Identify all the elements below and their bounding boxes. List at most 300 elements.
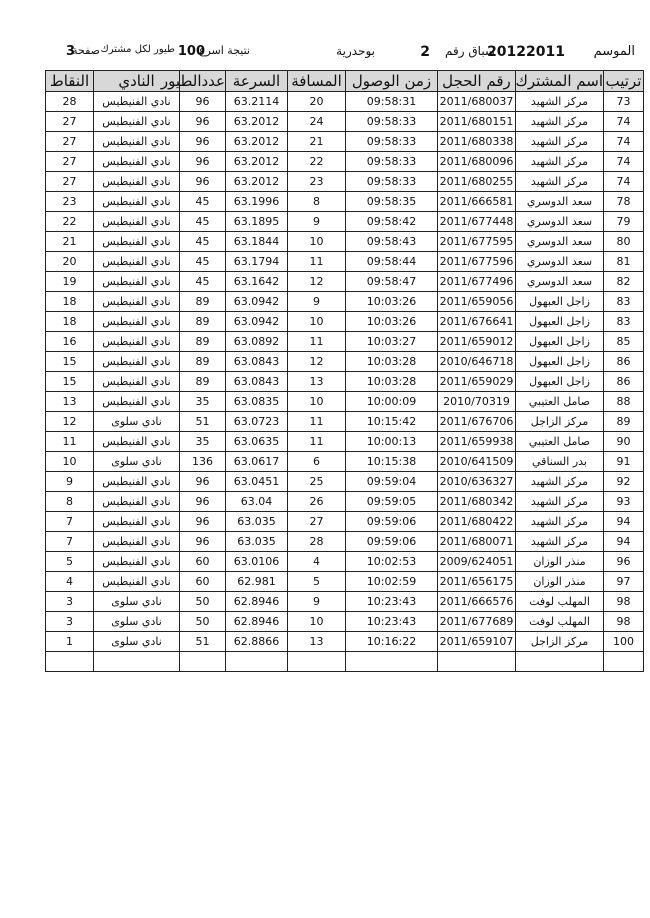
cell-birds: 51: [180, 632, 226, 652]
cell-participant: منذر الوزان: [516, 552, 604, 572]
cell-distance: 26: [288, 492, 346, 512]
cell-rank: 81: [604, 252, 644, 272]
cell-speed: 63.1996: [226, 192, 288, 212]
cell-points: 10: [46, 452, 94, 472]
cell-participant-empty: [516, 652, 604, 672]
season-label: الموسم: [593, 44, 635, 59]
cell-points: 28: [46, 92, 94, 112]
cell-rank-empty: [604, 652, 644, 672]
cell-club: نادي الفنيطيس: [94, 192, 180, 212]
cell-club: نادي الفنيطيس: [94, 392, 180, 412]
cell-ring: 2011/659029: [438, 372, 516, 392]
cell-points: 15: [46, 372, 94, 392]
cell-participant: زاجل العبهول: [516, 352, 604, 372]
cell-points: 3: [46, 592, 94, 612]
cell-rank: 97: [604, 572, 644, 592]
cell-speed: 63.2012: [226, 152, 288, 172]
cell-speed: 63.1642: [226, 272, 288, 292]
cell-birds: 96: [180, 112, 226, 132]
cell-points: 7: [46, 512, 94, 532]
cell-points: 3: [46, 612, 94, 632]
cell-speed: 62.8866: [226, 632, 288, 652]
cell-rank: 100: [604, 632, 644, 652]
cell-club: نادي الفنيطيس: [94, 252, 180, 272]
cell-ring: 2011/677595: [438, 232, 516, 252]
cell-participant: صامل العتيبي: [516, 392, 604, 412]
cell-ring: 2011/680096: [438, 152, 516, 172]
cell-points: 27: [46, 132, 94, 152]
table-row: [46, 372, 644, 392]
birds-count: 100: [177, 44, 205, 59]
cell-points: 19: [46, 272, 94, 292]
cell-birds: 96: [180, 492, 226, 512]
cell-ring: 2011/680422: [438, 512, 516, 532]
cell-ring: 2011/659938: [438, 432, 516, 452]
cell-ring-empty: [438, 652, 516, 672]
cell-participant: صامل العتيبي: [516, 432, 604, 452]
cell-arrival-time: 09:58:33: [346, 112, 438, 132]
cell-birds: 89: [180, 372, 226, 392]
cell-distance: 20: [288, 92, 346, 112]
cell-rank: 82: [604, 272, 644, 292]
col-header-arrival-time: زمن الوصول: [346, 71, 438, 92]
table-row: [46, 632, 644, 652]
cell-birds: 50: [180, 612, 226, 632]
cell-club: نادي الفنيطيس: [94, 352, 180, 372]
cell-distance: 24: [288, 112, 346, 132]
cell-rank: 73: [604, 92, 644, 112]
cell-distance: 4: [288, 552, 346, 572]
cell-participant: مركز الشهيد: [516, 92, 604, 112]
cell-points: 27: [46, 112, 94, 132]
table-row: [46, 332, 644, 352]
cell-birds: 45: [180, 212, 226, 232]
col-header-points: النقاط: [46, 71, 94, 92]
cell-ring: 2011/680151: [438, 112, 516, 132]
cell-participant: مركز الشهيد: [516, 532, 604, 552]
cell-participant: سعد الدوسري: [516, 252, 604, 272]
cell-birds: 96: [180, 472, 226, 492]
race-number: 2: [420, 44, 430, 60]
cell-speed: 63.0617: [226, 452, 288, 472]
cell-rank: 94: [604, 512, 644, 532]
cell-rank: 94: [604, 532, 644, 552]
cell-club: نادي الفنيطيس: [94, 152, 180, 172]
cell-rank: 74: [604, 152, 644, 172]
cell-ring: 2011/677448: [438, 212, 516, 232]
cell-participant: سعد الدوسري: [516, 272, 604, 292]
cell-birds: 45: [180, 232, 226, 252]
cell-arrival-time-empty: [346, 652, 438, 672]
cell-arrival-time: 09:58:31: [346, 92, 438, 112]
cell-rank: 74: [604, 132, 644, 152]
cell-rank: 78: [604, 192, 644, 212]
cell-arrival-time: 09:59:04: [346, 472, 438, 492]
page-number: 3: [65, 44, 75, 59]
cell-arrival-time: 09:58:33: [346, 132, 438, 152]
cell-participant: منذر الوزان: [516, 572, 604, 592]
cell-ring: 2011/677689: [438, 612, 516, 632]
cell-arrival-time: 10:00:09: [346, 392, 438, 412]
cell-birds: 45: [180, 192, 226, 212]
cell-arrival-time: 09:59:06: [346, 532, 438, 552]
cell-arrival-time: 10:00:13: [346, 432, 438, 452]
race-location: بوحدرية: [336, 44, 375, 58]
cell-speed: 62.8946: [226, 612, 288, 632]
cell-speed: 63.0635: [226, 432, 288, 452]
cell-rank: 98: [604, 612, 644, 632]
cell-arrival-time: 09:59:05: [346, 492, 438, 512]
cell-arrival-time: 10:23:43: [346, 612, 438, 632]
cell-birds: 96: [180, 152, 226, 172]
table-row: [46, 92, 644, 112]
cell-arrival-time: 09:59:06: [346, 512, 438, 532]
cell-arrival-time: 09:58:47: [346, 272, 438, 292]
cell-distance: 9: [288, 292, 346, 312]
cell-ring: 2011/680071: [438, 532, 516, 552]
table-row: [46, 292, 644, 312]
cell-arrival-time: 09:58:33: [346, 172, 438, 192]
cell-arrival-time: 10:03:28: [346, 372, 438, 392]
cell-points: 18: [46, 292, 94, 312]
cell-speed-empty: [226, 652, 288, 672]
cell-ring: 2009/624051: [438, 552, 516, 572]
cell-points: 9: [46, 472, 94, 492]
cell-rank: 74: [604, 172, 644, 192]
cell-speed: 63.1794: [226, 252, 288, 272]
cell-rank: 92: [604, 472, 644, 492]
cell-arrival-time: 09:58:35: [346, 192, 438, 212]
cell-rank: 96: [604, 552, 644, 572]
cell-points: 1: [46, 632, 94, 652]
cell-birds: 89: [180, 312, 226, 332]
table-row: [46, 252, 644, 272]
col-header-participant: اسم المشترك: [515, 72, 603, 90]
cell-rank: 98: [604, 592, 644, 612]
cell-speed: 62.981: [226, 572, 288, 592]
cell-ring: 2011/666581: [438, 192, 516, 212]
table-row: [46, 312, 644, 332]
cell-birds: 50: [180, 592, 226, 612]
cell-club: نادي الفنيطيس: [94, 532, 180, 552]
cell-club: نادي الفنيطيس: [94, 372, 180, 392]
cell-distance: 10: [288, 612, 346, 632]
cell-rank: 83: [604, 292, 644, 312]
cell-birds: 96: [180, 172, 226, 192]
cell-arrival-time: 10:16:22: [346, 632, 438, 652]
cell-ring: 2011/676706: [438, 412, 516, 432]
cell-points: 23: [46, 192, 94, 212]
cell-club: نادي سلوى: [94, 592, 180, 612]
cell-ring: 2011/659056: [438, 292, 516, 312]
cell-club: نادي الفنيطيس: [94, 552, 180, 572]
cell-distance: 25: [288, 472, 346, 492]
cell-rank: 86: [604, 372, 644, 392]
cell-participant: مركز الشهيد: [516, 492, 604, 512]
cell-birds: 96: [180, 512, 226, 532]
cell-points: 21: [46, 232, 94, 252]
cell-participant: سعد الدوسري: [516, 192, 604, 212]
cell-club: نادي الفنيطيس: [94, 492, 180, 512]
cell-club: نادي الفنيطيس: [94, 312, 180, 332]
cell-club: نادي سلوى: [94, 612, 180, 632]
cell-birds: 96: [180, 532, 226, 552]
cell-arrival-time: 10:15:38: [346, 452, 438, 472]
cell-ring: 2011/659012: [438, 332, 516, 352]
cell-speed: 62.8946: [226, 592, 288, 612]
table-row: [46, 472, 644, 492]
table-row: [46, 432, 644, 452]
cell-arrival-time: 09:58:33: [346, 152, 438, 172]
table-row: [46, 532, 644, 552]
table-row: [46, 152, 644, 172]
cell-birds: 51: [180, 412, 226, 432]
cell-rank: 89: [604, 412, 644, 432]
cell-ring: 2010/641509: [438, 452, 516, 472]
cell-ring: 2011/680037: [438, 92, 516, 112]
cell-distance: 27: [288, 512, 346, 532]
cell-distance: 8: [288, 192, 346, 212]
cell-distance: 13: [288, 632, 346, 652]
cell-points: 7: [46, 532, 94, 552]
cell-distance: 9: [288, 592, 346, 612]
cell-points: 16: [46, 332, 94, 352]
table-row: [46, 452, 644, 472]
cell-birds: 136: [180, 452, 226, 472]
cell-rank: 90: [604, 432, 644, 452]
cell-points-empty: [46, 652, 94, 672]
cell-arrival-time: 09:58:42: [346, 212, 438, 232]
cell-rank: 80: [604, 232, 644, 252]
cell-participant: المهلب لوفت: [516, 592, 604, 612]
cell-participant: مركز الشهيد: [516, 152, 604, 172]
table-row: [46, 232, 644, 252]
cell-birds: 60: [180, 552, 226, 572]
cell-club: نادي الفنيطيس: [94, 232, 180, 252]
table-row: [46, 392, 644, 412]
cell-distance: 22: [288, 152, 346, 172]
cell-participant: زاجل العبهول: [516, 292, 604, 312]
cell-arrival-time: 10:03:26: [346, 312, 438, 332]
cell-distance: 10: [288, 312, 346, 332]
cell-distance: 5: [288, 572, 346, 592]
cell-distance: 11: [288, 332, 346, 352]
cell-points: 13: [46, 392, 94, 412]
cell-speed: 63.0451: [226, 472, 288, 492]
cell-participant: سعد الدوسري: [516, 212, 604, 232]
race-label: سباق رقم: [445, 44, 495, 58]
cell-participant: زاجل العبهول: [516, 312, 604, 332]
cell-birds: 89: [180, 332, 226, 352]
table-row: [46, 112, 644, 132]
cell-speed: 63.0843: [226, 372, 288, 392]
cell-birds: 35: [180, 432, 226, 452]
table-row: [46, 212, 644, 232]
cell-participant: مركز الزاجل: [516, 632, 604, 652]
cell-speed: 63.1895: [226, 212, 288, 232]
cell-club: نادي الفنيطيس: [94, 92, 180, 112]
table-row: [46, 352, 644, 372]
report-header: [40, 44, 635, 70]
cell-distance: 12: [288, 352, 346, 372]
cell-distance: 11: [288, 432, 346, 452]
cell-ring: 2011/659107: [438, 632, 516, 652]
cell-rank: 88: [604, 392, 644, 412]
results-body: [46, 92, 644, 672]
cell-birds: 96: [180, 132, 226, 152]
cell-club: نادي الفنيطيس: [94, 272, 180, 292]
cell-speed: 63.2012: [226, 112, 288, 132]
cell-club-empty: [94, 652, 180, 672]
cell-participant: مركز الشهيد: [516, 512, 604, 532]
cell-distance-empty: [288, 652, 346, 672]
results-table: [45, 70, 644, 672]
page-label: صفحة: [72, 44, 100, 57]
table-header-row: [46, 71, 644, 92]
cell-rank: 79: [604, 212, 644, 232]
cell-participant: زاجل العبهول: [516, 332, 604, 352]
cell-arrival-time: 10:23:43: [346, 592, 438, 612]
cell-speed: 63.0942: [226, 292, 288, 312]
cell-distance: 12: [288, 272, 346, 292]
cell-distance: 11: [288, 412, 346, 432]
cell-speed: 63.0723: [226, 412, 288, 432]
cell-participant: مركز الزاجل: [516, 412, 604, 432]
cell-club: نادي الفنيطيس: [94, 572, 180, 592]
cell-speed: 63.0843: [226, 352, 288, 372]
cell-birds: 45: [180, 252, 226, 272]
col-header-birds: عددالطيور: [160, 72, 225, 90]
cell-points: 27: [46, 152, 94, 172]
cell-arrival-time: 09:58:44: [346, 252, 438, 272]
table-row: [46, 172, 644, 192]
empty-row: [46, 652, 644, 672]
cell-club: نادي الفنيطيس: [94, 132, 180, 152]
cell-speed: 63.0942: [226, 312, 288, 332]
cell-speed: 63.1844: [226, 232, 288, 252]
cell-ring: 2011/666576: [438, 592, 516, 612]
cell-club: نادي الفنيطيس: [94, 432, 180, 452]
season-value: 20122011: [487, 44, 565, 60]
cell-ring: 2011/677596: [438, 252, 516, 272]
cell-arrival-time: 10:02:53: [346, 552, 438, 572]
cell-points: 5: [46, 552, 94, 572]
cell-distance: 10: [288, 232, 346, 252]
cell-arrival-time: 10:02:59: [346, 572, 438, 592]
cell-speed: 63.2012: [226, 172, 288, 192]
cell-distance: 13: [288, 372, 346, 392]
table-row: [46, 592, 644, 612]
cell-ring: 2011/656175: [438, 572, 516, 592]
cell-distance: 28: [288, 532, 346, 552]
cell-birds: 60: [180, 572, 226, 592]
cell-arrival-time: 09:58:43: [346, 232, 438, 252]
cell-club: نادي الفنيطيس: [94, 472, 180, 492]
cell-rank: 83: [604, 312, 644, 332]
cell-rank: 85: [604, 332, 644, 352]
cell-club: نادي الفنيطيس: [94, 212, 180, 232]
cell-distance: 9: [288, 212, 346, 232]
cell-birds: 89: [180, 292, 226, 312]
cell-ring: 2010/70319: [438, 392, 516, 412]
cell-ring: 2011/677496: [438, 272, 516, 292]
cell-rank: 86: [604, 352, 644, 372]
cell-points: 12: [46, 412, 94, 432]
cell-birds: 35: [180, 392, 226, 412]
cell-points: 4: [46, 572, 94, 592]
table-row: [46, 512, 644, 532]
cell-arrival-time: 10:03:28: [346, 352, 438, 372]
cell-club: نادي سلوى: [94, 452, 180, 472]
cell-distance: 6: [288, 452, 346, 472]
cell-points: 27: [46, 172, 94, 192]
cell-club: نادي الفنيطيس: [94, 332, 180, 352]
cell-points: 15: [46, 352, 94, 372]
table-row: [46, 572, 644, 592]
cell-participant: سعد الدوسري: [516, 232, 604, 252]
cell-speed: 63.0892: [226, 332, 288, 352]
col-header-rank: ترتيب: [604, 71, 644, 92]
cell-club: نادي سلوى: [94, 412, 180, 432]
cell-participant: مركز الشهيد: [516, 472, 604, 492]
cell-points: 8: [46, 492, 94, 512]
cell-participant: زاجل العبهول: [516, 372, 604, 392]
cell-speed: 63.2114: [226, 92, 288, 112]
table-row: [46, 612, 644, 632]
cell-club: نادي الفنيطيس: [94, 512, 180, 532]
cell-ring: 2011/680338: [438, 132, 516, 152]
table-row: [46, 412, 644, 432]
cell-club: نادي الفنيطيس: [94, 112, 180, 132]
cell-participant: مركز الشهيد: [516, 132, 604, 152]
cell-birds: 96: [180, 92, 226, 112]
cell-distance: 11: [288, 252, 346, 272]
cell-rank: 91: [604, 452, 644, 472]
cell-arrival-time: 10:03:27: [346, 332, 438, 352]
cell-arrival-time: 10:03:26: [346, 292, 438, 312]
cell-speed: 63.2012: [226, 132, 288, 152]
table-row: [46, 192, 644, 212]
col-header-ring: رقم الحجل: [438, 71, 516, 92]
table-row: [46, 552, 644, 572]
cell-distance: 23: [288, 172, 346, 192]
cell-birds-empty: [180, 652, 226, 672]
cell-ring: 2011/676641: [438, 312, 516, 332]
cell-points: 22: [46, 212, 94, 232]
cell-ring: 2011/680255: [438, 172, 516, 192]
cell-points: 11: [46, 432, 94, 452]
col-header-distance: المسافة: [288, 71, 346, 92]
cell-speed: 63.035: [226, 532, 288, 552]
cell-participant: مركز الشهيد: [516, 112, 604, 132]
cell-rank: 93: [604, 492, 644, 512]
cell-participant: المهلب لوفت: [516, 612, 604, 632]
result-label: نتيجة اسرع: [198, 44, 250, 57]
cell-distance: 21: [288, 132, 346, 152]
cell-speed: 63.0106: [226, 552, 288, 572]
col-header-speed: السرعة: [226, 71, 288, 92]
cell-speed: 63.0835: [226, 392, 288, 412]
cell-birds: 89: [180, 352, 226, 372]
table-row: [46, 492, 644, 512]
table-row: [46, 132, 644, 152]
cell-ring: 2011/680342: [438, 492, 516, 512]
cell-arrival-time: 10:15:42: [346, 412, 438, 432]
cell-ring: 2010/636327: [438, 472, 516, 492]
cell-participant: بدر السناقي: [516, 452, 604, 472]
cell-participant: مركز الشهيد: [516, 172, 604, 192]
cell-speed: 63.04: [226, 492, 288, 512]
